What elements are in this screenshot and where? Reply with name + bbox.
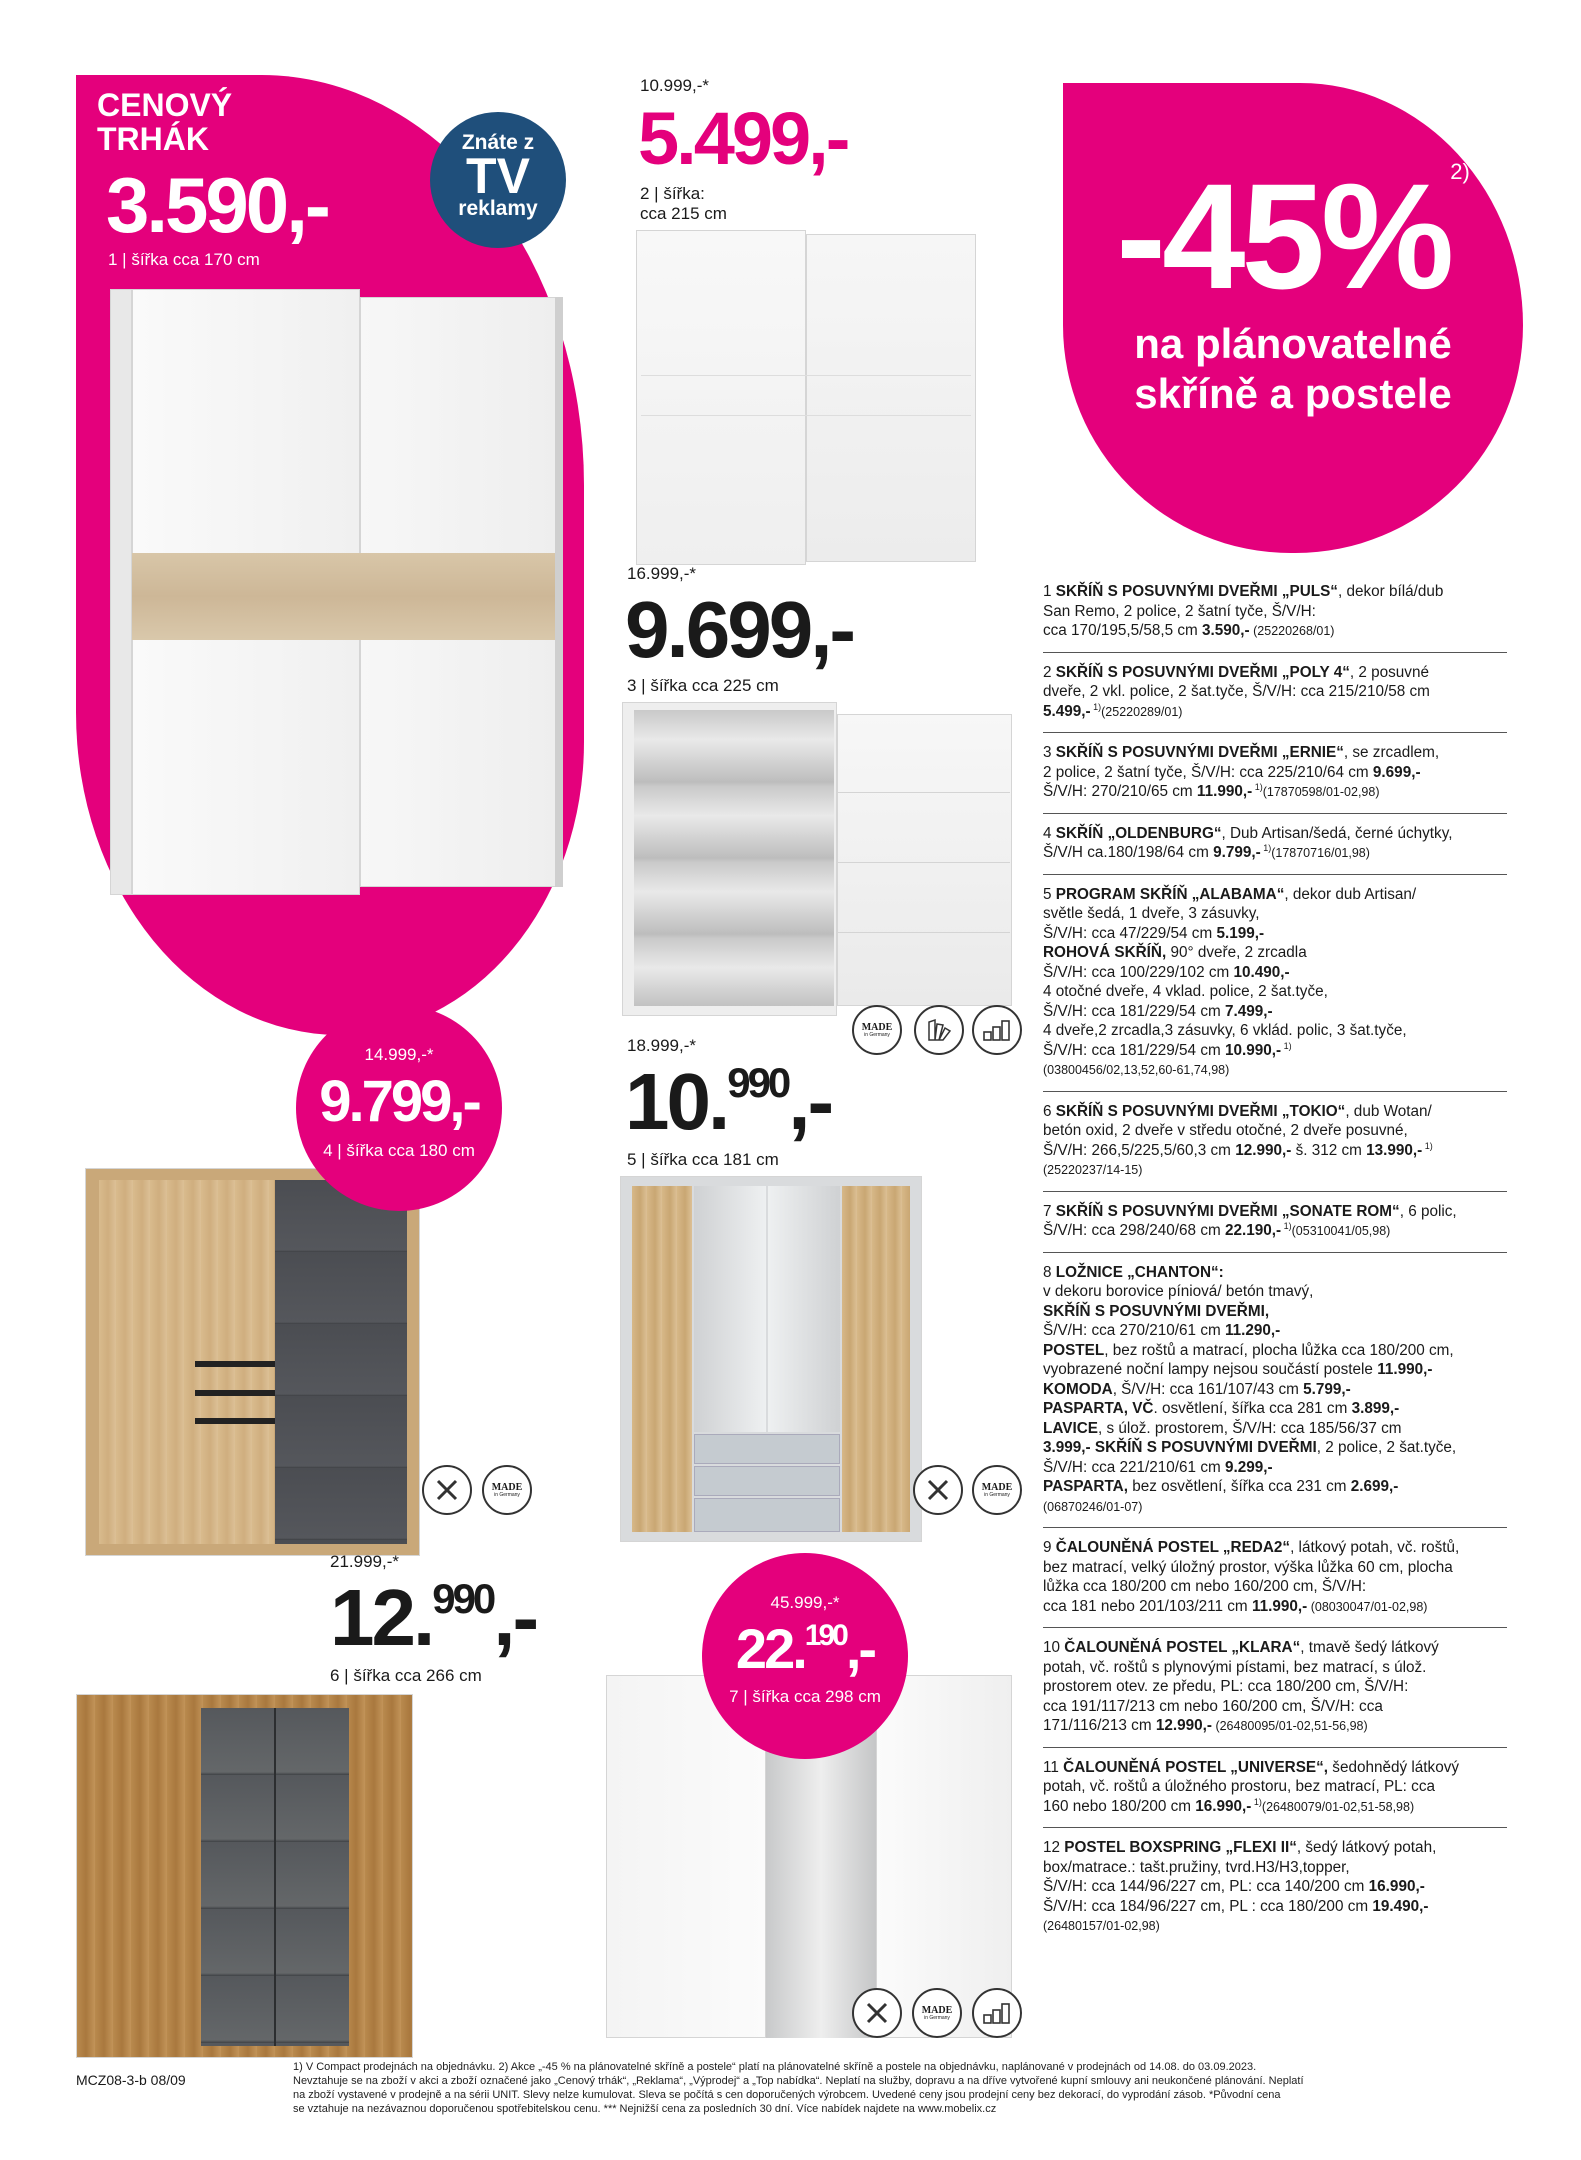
bold-segment: 12.990,- [1155, 1717, 1212, 1734]
list-item-line [1043, 1897, 1507, 1917]
bold-segment: SKŘÍŇ „OLDENBURG“ [1055, 824, 1222, 842]
text-segment: prostorem otev. ze předu, PL: cca 180/200 cm, Š/V/H: [1043, 1678, 1409, 1695]
list-item-line [1043, 1141, 1507, 1161]
size-line: 2 | šířka: [640, 184, 705, 203]
list-item-line [1043, 1477, 1507, 1497]
text-segment: 160 nebo 180/200 cm [1043, 1797, 1196, 1815]
price-main: 12. [330, 1573, 433, 1662]
list-item-line [1043, 1838, 1507, 1858]
bold-segment: 11.290,- [1224, 1322, 1281, 1339]
text-segment: , se zrcadlem, [1343, 744, 1440, 761]
made-in-germany-icon [852, 1005, 902, 1055]
text-segment: , bez roštů a matrací, plocha lůžka cca 180/200 cm, [1104, 1341, 1454, 1359]
footnote-ref: 1) [1422, 1140, 1433, 1151]
list-item-line [1043, 763, 1507, 783]
made-sub-text: in Germany [924, 2014, 950, 2021]
text-segment: potah, vč. roštů s plynovými pístami, bez matrací, s úlož. [1043, 1658, 1427, 1676]
price-cents: 990 [727, 1059, 789, 1106]
tools-icon [852, 1988, 902, 2038]
made-text: MADE [491, 1481, 523, 1493]
list-item-line [1043, 1797, 1507, 1818]
bold-segment: SKŘÍŇ S POSUVNÝMI DVEŘMI, [1043, 1302, 1270, 1320]
tv-badge-line: Znáte z [461, 131, 535, 154]
made-sub-text: in Germany [864, 1031, 890, 1038]
list-item [1043, 814, 1507, 875]
text-segment: 2 [1043, 663, 1056, 681]
text-segment: , dekor bílá/dub [1337, 583, 1444, 600]
bold-segment: 3.899,- [1351, 1400, 1400, 1417]
bold-segment: LAVICE [1043, 1419, 1098, 1437]
discount-text: -45% [1116, 152, 1451, 320]
bold-segment: 12.990,- [1235, 1141, 1292, 1159]
text-segment: 7 [1043, 1202, 1056, 1220]
list-item-line [1043, 682, 1507, 702]
bold-segment: ČALOUNĚNÁ POSTEL „REDA2“ [1055, 1539, 1291, 1556]
product-size: 5 | šířka cca 181 cm [627, 1150, 779, 1169]
bold-segment: 16.990,- [1368, 1878, 1425, 1895]
hero-size: 1 | šířka cca 170 cm [108, 250, 260, 269]
footnote-ref: 1) [1252, 781, 1263, 792]
list-item-line [1043, 1916, 1507, 1937]
price-suffix: ,- [788, 1057, 832, 1146]
list-item-line [1043, 1121, 1507, 1141]
bold-segment: PROGRAM SKŘÍŇ „ALABAMA“ [1055, 885, 1285, 903]
text-segment: 5 [1043, 885, 1056, 903]
list-item-line [1043, 963, 1507, 983]
text-segment: Š/V/H: cca 144/96/227 cm, PL: cca 140/200 cm [1043, 1878, 1369, 1895]
list-item [1043, 572, 1507, 653]
list-item-line [1043, 1341, 1507, 1361]
text-segment: Š/V/H: 266,5/225,5/60,3 cm [1043, 1141, 1236, 1159]
bold-segment: 10.990,- [1224, 1041, 1282, 1059]
list-item-line [1043, 1877, 1507, 1897]
article-code: (08030047/01-02,98) [1307, 1599, 1428, 1614]
price [702, 1617, 908, 1680]
text-segment: , 6 polic, [1399, 1202, 1457, 1220]
text-segment: 4 otočné dveře, 4 vklad. police, 2 šat.tyče, [1043, 983, 1328, 1000]
list-item-line [1043, 904, 1507, 924]
list-item [1043, 1628, 1507, 1748]
footnote-line: na zboží vystavené v prodejně a na sérii UNIT. Slevy nelze kumulovat. Sleva se počítá s cen doporučených výrobcem. Uvedené ceny jsou prodejní ceny bez dekorací, do vyprodání zásob. *Původní cena [293, 2089, 1281, 2101]
list-item-line [1043, 1716, 1507, 1737]
old-price: 45.999,-* [770, 1593, 840, 1612]
bold-segment: 9.699,- [1372, 763, 1421, 781]
list-item-line [1043, 621, 1507, 642]
bold-segment: 9.299,- [1224, 1458, 1273, 1476]
list-item-line [1043, 1399, 1507, 1419]
article-code: (06870246/01-07) [1043, 1499, 1143, 1514]
footnote-ref: 1) [1251, 1796, 1262, 1807]
bold-segment: SKŘÍŇ S POSUVNÝMI DVEŘMI „TOKIO“ [1055, 1102, 1346, 1120]
text-segment: , Š/V/H: cca 161/107/43 cm [1112, 1380, 1304, 1398]
promo-line: na plánovatelné [1134, 320, 1452, 367]
bold-segment: 19.490,- [1372, 1897, 1429, 1915]
text-segment: lůžka cca 180/200 cm nebo 160/200 cm, Š/V/H: [1043, 1578, 1367, 1595]
wardrobe-alabama-image [620, 1176, 922, 1542]
tools-icon [913, 1465, 963, 1515]
text-segment: San Remo, 2 police, 2 šatní tyče, Š/V/H: [1043, 602, 1316, 620]
article-code: (26480079/01-02,51-58,98) [1261, 1799, 1415, 1814]
wardrobe-ernie-image [622, 702, 1015, 1016]
article-code: (17870716/01,98) [1271, 846, 1370, 860]
old-price: 16.999,-* [627, 564, 696, 583]
list-item-line [1043, 824, 1507, 844]
text-segment: box/matrace.: tašt.pružiny, tvrd.H3/H3,topper, [1043, 1858, 1350, 1876]
list-item-line [1043, 1321, 1507, 1341]
text-segment: 4 [1043, 824, 1056, 842]
article-code: (03800456/02,13,52,60-61,74,98) [1043, 1063, 1230, 1077]
text-segment: bez matrací, velký úložný prostor, výška lůžka 60 cm, plocha [1043, 1558, 1453, 1576]
list-item [1043, 1192, 1507, 1253]
list-item-line [1043, 1438, 1507, 1458]
text-segment: světle šedá, 1 dveře, 3 zásuvky, [1043, 905, 1260, 922]
list-item [1043, 733, 1507, 814]
list-item-line [1043, 1419, 1507, 1439]
tv-ad-badge [430, 112, 566, 248]
bold-segment: 5.199,- [1216, 924, 1265, 942]
text-segment: bez osvětlení, šířka cca 231 cm [1127, 1478, 1351, 1495]
list-item-line [1043, 1041, 1507, 1061]
price-suffix: ,- [845, 1617, 875, 1680]
list-item-line [1043, 1758, 1507, 1778]
list-item-line [1043, 982, 1507, 1002]
text-segment: Š/V/H: cca 270/210/61 cm [1043, 1322, 1225, 1339]
list-item-line [1043, 702, 1507, 723]
product-size: 7 | šířka cca 298 cm [729, 1687, 881, 1706]
bold-segment: 10.490,- [1233, 963, 1290, 981]
price: 9.699,- [625, 585, 854, 674]
footnotes [293, 2060, 1304, 2116]
list-item-line [1043, 1677, 1507, 1697]
text-segment: cca 181 nebo 201/103/211 cm [1043, 1597, 1252, 1615]
text-segment: 9 [1043, 1539, 1056, 1556]
made-sub-text: in Germany [984, 1491, 1010, 1498]
list-item-line [1043, 1697, 1507, 1717]
made-sub-text: in Germany [494, 1491, 520, 1498]
text-segment: , látkový potah, vč. roštů, [1290, 1539, 1460, 1556]
made-in-germany-icon [482, 1465, 532, 1515]
list-item-line [1043, 582, 1507, 602]
article-code: (05310041/05,98) [1291, 1224, 1391, 1238]
bold-segment: PASPARTA, [1043, 1478, 1128, 1495]
list-item [1043, 1828, 1507, 1947]
list-item-line [1043, 1221, 1507, 1242]
text-segment: potah, vč. roštů a úložného prostoru, bez matrací, PL: cca [1043, 1778, 1435, 1795]
text-segment: cca 170/195,5/58,5 cm [1043, 622, 1203, 639]
wardrobe-tokio-image [76, 1694, 413, 2058]
text-segment: Š/V/H: cca 181/229/54 cm [1043, 1041, 1225, 1059]
article-code: (25220237/14-15) [1043, 1163, 1143, 1177]
article-code: (25220268/01) [1249, 624, 1335, 638]
text-segment: betón oxid, 2 dveře v středu otočné, 2 dveře posuvné, [1043, 1122, 1408, 1139]
price-cents: 990 [432, 1575, 494, 1622]
text-segment: Š/V/H: 270/210/65 cm [1043, 783, 1197, 800]
list-item-line [1043, 1002, 1507, 1022]
wardrobe-puls-image [110, 289, 565, 895]
bold-segment: ČALOUNĚNÁ POSTEL „UNIVERSE“, [1063, 1758, 1329, 1776]
list-item-line [1043, 1060, 1507, 1081]
bold-segment: 11.990,- [1377, 1361, 1433, 1378]
footnote-line: se vztahuje na nezávaznou doporučenou spotřebitelskou cenu. *** Nejnižší cena za posledních 30 dní. Více nabídek najdete na www.mobelix.cz [293, 2103, 997, 2115]
tv-badge-tv: TV [466, 148, 530, 204]
list-item-line [1043, 782, 1507, 803]
price-circle [702, 1553, 908, 1759]
footnote-mark: 2) [1450, 159, 1470, 184]
text-segment: Š/V/H: cca 47/229/54 cm [1043, 924, 1217, 942]
list-item [1043, 653, 1507, 734]
list-item-line [1043, 1263, 1507, 1283]
catalog-code: MCZ08-3-b 08/09 [76, 2072, 186, 2088]
list-item [1043, 1092, 1507, 1192]
text-segment: 3 [1043, 744, 1056, 761]
list-item-line [1043, 602, 1507, 622]
text-segment: Š/V/H ca.180/198/64 cm [1043, 844, 1214, 861]
text-segment: šedohnědý látkový [1328, 1758, 1460, 1776]
list-item-line [1043, 1658, 1507, 1678]
text-segment: 12 [1043, 1839, 1065, 1856]
list-item-line [1043, 1380, 1507, 1400]
article-code: (26480157/01-02,98) [1043, 1919, 1160, 1933]
list-item-line [1043, 1858, 1507, 1878]
text-segment: vyobrazené noční lampy nejsou součástí postele [1043, 1361, 1378, 1378]
label-line: TRHÁK [97, 121, 209, 157]
list-item-line [1043, 1160, 1507, 1181]
price-cents: 190 [804, 1619, 846, 1652]
text-segment: š. 312 cm [1291, 1141, 1367, 1159]
text-segment: 11 [1043, 1758, 1064, 1776]
bold-segment: 9.799,- [1213, 844, 1261, 861]
discount-value [1063, 152, 1523, 320]
bold-segment: POSTEL BOXSPRING „FLEXI II“ [1064, 1839, 1297, 1856]
footnote-line: Nevztahuje se na zboží v akci a zboží označené jako „Cenový trhák“, „Reklama“, „Výprodej“ a „Top nabídka“. Neplatí na služby, dopravu a na dříve vytvořené kupní smlouvy ani neukončené plánování. Neplatí [293, 2075, 1304, 2087]
discount-promo-badge [1063, 83, 1523, 553]
text-segment: cca 191/117/213 cm nebo 160/200 cm, Š/V/H: cca [1043, 1697, 1383, 1715]
list-item-line [1043, 1497, 1507, 1518]
bold-segment: LOŽNICE „CHANTON“: [1055, 1263, 1224, 1281]
made-text: MADE [921, 2004, 953, 2016]
list-item-line [1043, 1558, 1507, 1578]
list-item-line [1043, 1538, 1507, 1558]
text-segment: , s úlož. prostorem, Š/V/H: cca 185/56/37 cm [1097, 1419, 1402, 1437]
footnote-ref: 1) [1281, 1040, 1292, 1051]
list-item-line [1043, 843, 1507, 864]
text-segment: 90° dveře, 2 zrcadla [1166, 944, 1307, 961]
bold-segment: ČALOUNĚNÁ POSTEL „KLARA“ [1064, 1639, 1301, 1656]
footnote-ref: 1) [1281, 1220, 1292, 1231]
made-text: MADE [861, 1021, 893, 1033]
footnote-ref: 1) [1090, 701, 1102, 712]
product-size: 6 | šířka cca 266 cm [330, 1666, 482, 1685]
text-segment: Š/V/H: cca 181/229/54 cm [1043, 1002, 1225, 1020]
tools-icon [422, 1465, 472, 1515]
article-code: (17870598/01-02,98) [1262, 785, 1380, 799]
list-item-line [1043, 924, 1507, 944]
bold-segment: 11.990,- [1196, 783, 1253, 800]
price-main: 22. [735, 1617, 805, 1680]
text-segment: 1 [1043, 583, 1056, 600]
bold-segment: 13.990,- [1366, 1141, 1423, 1159]
text-segment: , dekor dub Artisan/ [1284, 885, 1417, 903]
product-size: 4 | šířka cca 180 cm [323, 1141, 475, 1160]
text-segment: Š/V/H: cca 298/240/68 cm [1043, 1222, 1225, 1239]
bold-segment: 2.699,- [1350, 1478, 1399, 1495]
price: 5.499,- [638, 97, 848, 180]
product-description-list [1043, 572, 1507, 1947]
text-segment: 6 [1043, 1102, 1056, 1120]
product-size: 3 | šířka cca 225 cm [627, 676, 779, 695]
article-code: (26480095/01-02,51-56,98) [1211, 1719, 1368, 1733]
made-in-germany-icon [912, 1988, 962, 2038]
text-segment: 171/116/213 cm [1043, 1717, 1156, 1734]
footnote-line: 1) V Compact prodejnách na objednávku. 2) Akce „-45 % na plánovatelné skříně a postele“ platí na plánovatelné skříně a postele na objednávku, naplánované v prodejnách od 14.08. do 03.09.2023. [293, 2061, 1257, 2073]
price-main: 10. [625, 1057, 728, 1146]
text-segment: , Dub Artisan/šedá, černé úchytky, [1221, 824, 1453, 842]
list-item-line [1043, 1282, 1507, 1302]
list-item [1043, 1253, 1507, 1529]
product-size [640, 184, 727, 224]
price: 9.799,- [319, 1069, 479, 1134]
hero-price: 3.590,- [106, 161, 328, 249]
price-suffix: ,- [493, 1573, 537, 1662]
list-item-line [1043, 1638, 1507, 1658]
footnote-ref: 1) [1260, 842, 1272, 853]
bold-segment: 3.590,- [1202, 622, 1250, 639]
price [625, 1057, 832, 1146]
list-item-line [1043, 1577, 1507, 1597]
bold-segment: 11.990,- [1251, 1597, 1308, 1615]
price-hit-label [97, 88, 232, 156]
bold-segment: 22.190,- [1224, 1222, 1282, 1239]
list-item [1043, 1528, 1507, 1628]
text-segment: , dub Wotan/ [1345, 1102, 1432, 1120]
old-price: 21.999,-* [330, 1552, 399, 1571]
sizes-icon [972, 1988, 1022, 2038]
text-segment: , šedý látkový potah, [1296, 1839, 1437, 1856]
list-item-line [1043, 1302, 1507, 1322]
bold-segment: SKŘÍŇ S POSUVNÝMI DVEŘMI „ERNIE“ [1055, 744, 1344, 761]
text-segment: Š/V/H: cca 221/210/61 cm [1043, 1458, 1225, 1476]
text-segment: Š/V/H: cca 184/96/227 cm, PL : cca 180/200 cm [1043, 1897, 1373, 1915]
bold-segment: 5.799,- [1303, 1380, 1351, 1398]
list-item-line [1043, 743, 1507, 763]
text-segment: , tmavě šedý látkový [1300, 1639, 1439, 1656]
list-item-line [1043, 1202, 1507, 1222]
text-segment: 2 police, 2 šatní tyče, Š/V/H: cca 225/210/64 cm [1043, 763, 1373, 781]
bold-segment: 5.499,- [1043, 702, 1091, 720]
bold-segment: ROHOVÁ SKŘÍŇ, [1043, 944, 1167, 961]
bold-segment: SKŘÍŇ S POSUVNÝMI DVEŘMI „PULS“ [1055, 583, 1338, 600]
old-price: 14.999,-* [364, 1045, 434, 1064]
list-item-line [1043, 1021, 1507, 1041]
text-segment: 4 dveře,2 zrcadla,3 zásuvky, 6 vklád. polic, 3 šat.tyče, [1043, 1022, 1407, 1039]
list-item-line [1043, 1458, 1507, 1478]
color-swatch-icon [914, 1005, 964, 1055]
bold-segment: 7.499,- [1224, 1002, 1273, 1020]
text-segment: . osvětlení, šířka cca 281 cm [1153, 1400, 1352, 1417]
bold-segment: SKŘÍŇ S POSUVNÝMI DVEŘMI „POLY 4“ [1055, 663, 1350, 681]
bold-segment: PASPARTA, VČ [1043, 1400, 1154, 1417]
list-item-line [1043, 1360, 1507, 1380]
list-item-line [1043, 885, 1507, 905]
sizes-icon [972, 1005, 1022, 1055]
text-segment: , 2 police, 2 šat.tyče, [1316, 1439, 1457, 1456]
old-price: 10.999,-* [640, 76, 709, 95]
made-in-germany-icon [972, 1465, 1022, 1515]
size-line: cca 215 cm [640, 204, 727, 223]
list-item-line [1043, 943, 1507, 963]
bold-segment: 16.990,- [1195, 1797, 1252, 1815]
list-item-line [1043, 1597, 1507, 1618]
bold-segment: 3.999,- SKŘÍŇ S POSUVNÝMI DVEŘMI [1043, 1439, 1317, 1456]
list-item-line [1043, 1777, 1507, 1797]
article-code: (25220289/01) [1101, 704, 1183, 719]
list-item-line [1043, 663, 1507, 683]
text-segment: v dekoru borovice píniová/ betón tmavý, [1043, 1283, 1314, 1300]
text-segment: Š/V/H: cca 100/229/102 cm [1043, 963, 1234, 981]
list-item [1043, 1748, 1507, 1829]
text-segment: , 2 posuvné [1349, 663, 1429, 681]
bold-segment: KOMODA [1043, 1380, 1113, 1398]
label-line: CENOVÝ [97, 87, 233, 123]
price [330, 1573, 537, 1662]
bold-segment: SKŘÍŇ S POSUVNÝMI DVEŘMI „SONATE ROM“ [1055, 1202, 1400, 1220]
tv-badge-line: reklamy [458, 197, 538, 220]
promo-line: skříně a postele [1134, 370, 1452, 417]
bold-segment: POSTEL [1043, 1341, 1105, 1359]
text-segment: 8 [1043, 1263, 1056, 1281]
wardrobe-oldenburg-image [85, 1168, 420, 1556]
old-price: 18.999,-* [627, 1036, 696, 1055]
list-item-line [1043, 1102, 1507, 1122]
made-text: MADE [981, 1481, 1013, 1493]
wardrobe-poly4-image [636, 230, 980, 565]
text-segment: dveře, 2 vkl. police, 2 šat.tyče, Š/V/H: cca 215/210/58 cm [1043, 683, 1430, 700]
price-circle [296, 1005, 502, 1211]
text-segment: 10 [1043, 1639, 1065, 1656]
list-item [1043, 875, 1507, 1092]
